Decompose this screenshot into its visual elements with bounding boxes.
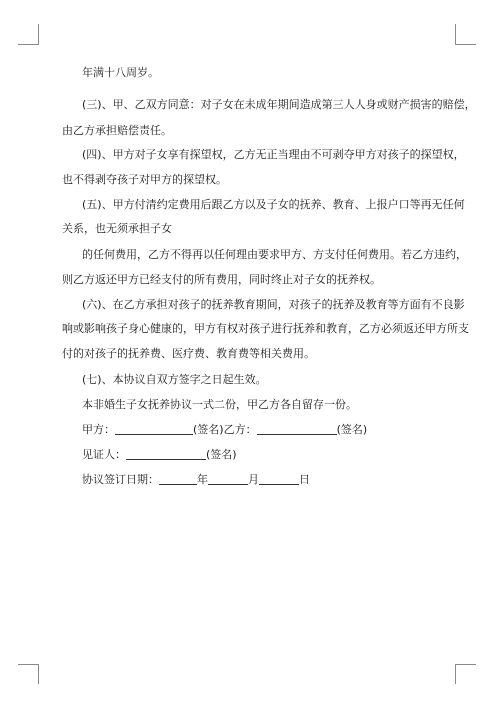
clause-5-line-3: 的任何费用，乙方不得再以任何理由要求甲方、方支付任何费用。若乙方违约， (82, 248, 467, 261)
party-a-signature-note: (签名) (193, 423, 224, 436)
witness-signature-note: (签名) (206, 448, 237, 461)
day-blank (259, 473, 299, 485)
day-label: 日 (299, 473, 310, 486)
date-label: 协议签订日期： (82, 473, 159, 486)
clause-6-line-3: 付的对孩子的抚养费、医疗费、教育费等相关费用。 (62, 347, 315, 360)
clause-4-line-1: (四)、甲方对子女享有探望权，乙方无正当理由不可剥夺甲方对孩子的探望权， (82, 148, 465, 161)
clause-6-line-1: (六)、在乙方承担对孩子的抚养教育期间，对孩子的抚养及教育等方面有不良影 (82, 298, 465, 311)
clause-3-line-1: (三)、甲、乙双方同意：对子女在未成年期间造成第三人人身或财产损害的赔偿， (82, 98, 476, 111)
month-blank (208, 473, 248, 485)
signature-line-parties (82, 423, 367, 437)
clause-5-line-4: 则乙方返还甲方已经支付的所有费用，同时终止对子女的抚养权。 (62, 273, 381, 286)
party-a-label: 甲方： (82, 423, 115, 436)
party-b-signature-note: (签名) (336, 423, 368, 436)
clause-5-line-1: (五)、甲方付清约定费用后跟乙方以及子女的抚养、教育、上报户口等再无任何 (82, 198, 465, 211)
witness-label: 见证人： (82, 448, 126, 461)
party-b-signature-blank (257, 423, 337, 435)
witness-signature-blank (126, 448, 206, 460)
year-label: 年 (197, 473, 208, 486)
party-a-signature-blank (115, 423, 193, 435)
clause-6-line-2: 响或影响孩子身心健康的，甲方有权对孩子进行抚养和教育，乙方必须返还甲方所支 (62, 322, 469, 335)
clause-3-line-2: 由乙方承担赔偿责任。 (62, 124, 172, 137)
clause-5-line-2: 关系，也无须承担子女 (62, 222, 172, 235)
party-b-label: 乙方： (223, 423, 257, 436)
month-label: 月 (248, 473, 259, 486)
signature-line-witness (82, 448, 237, 462)
clause-7-line: (七)、本协议自双方签字之日起生效。 (82, 373, 267, 386)
clause-4-line-2: 也不得剥夺孩子对甲方的探望权。 (62, 173, 227, 186)
copies-line: 本非婚生子女抚养协议一式二份，甲乙方各自留存一份。 (82, 398, 357, 411)
signing-date-line (82, 473, 310, 487)
text-line: 年满十八周岁。 (82, 66, 159, 79)
year-blank (159, 473, 197, 485)
